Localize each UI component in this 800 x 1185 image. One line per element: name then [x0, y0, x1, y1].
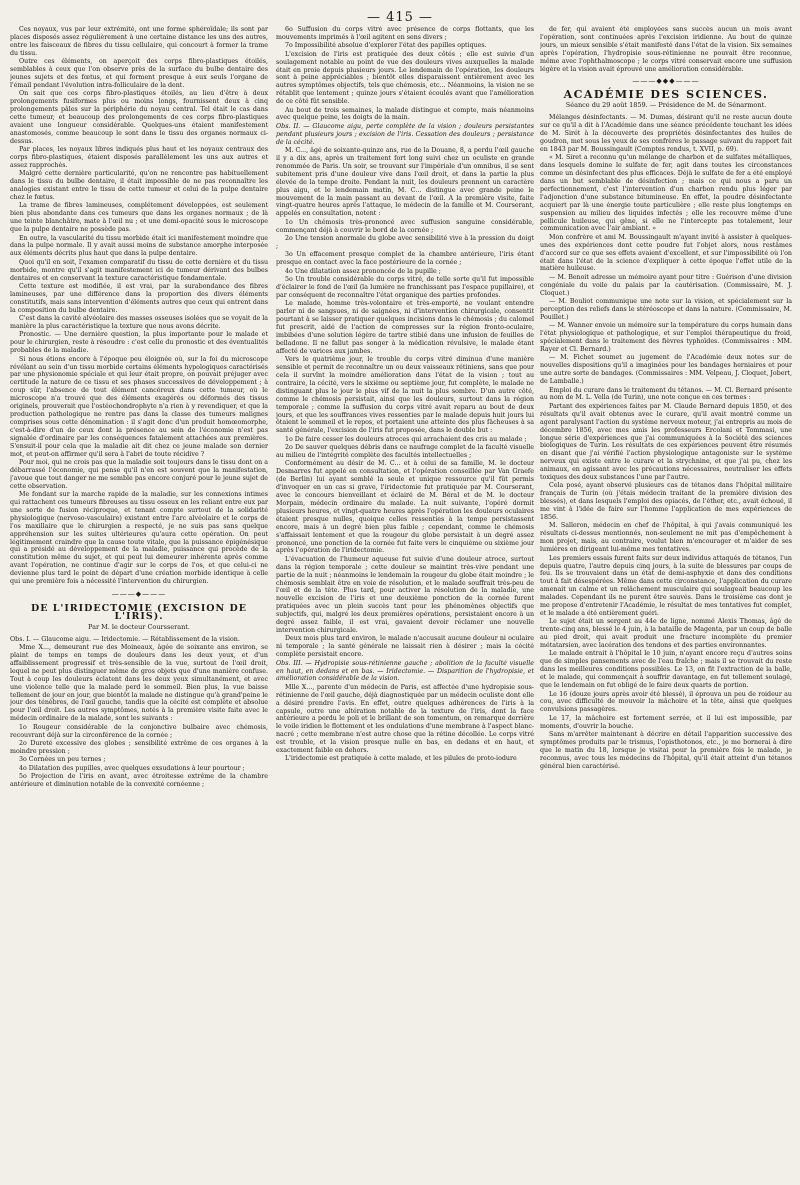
paragraph: 2o De sauver quelques débris dans ce naufrage complet de la faculté visuelle au milieu de l'intégrité complète des facultés intellectuelles ;: [276, 444, 534, 460]
paragraph: 4o Une dilatation assez prononcée de la pupille ;: [285, 267, 441, 275]
paragraph: Malgré cette dernière particularité, qu'on ne rencontre pas habituellement dans le tissu du bulbe dentaire, il était impossible de ne pas reconnaître les analogies existant entre le tissu de cette tumeur et celui de la pulpe dentaire chez le fœtus.: [10, 170, 268, 202]
paragraph: Emploi du curare dans le traitement du tétanos. — M. Cl. Bernard présente au nom de M. L. Vella (de Turin), une note conçue en ces termes :: [540, 386, 792, 402]
paragraph: M. C..., âgé de soixante-quinze ans, rue de la Douane, 8, a perdu l'œil gauche il y a dix ans, après un traitement fort long suivi chez un oculiste en grande renommée de Paris. Un soir, se trouvant sur l'impériale d'un omnibus, il se sent subitement pris d'une douleur vive dans l'œil droit, et dans la partie la plus élevée de la tempe droite. Pendant la nuit, les douleurs prennent un caractère plus aigu, et le lendemain matin, M. C... distingue avec grande peine le mouvement de la main passant au devant de l'œil. A la première visite, faite vingt-quatre heures après l'attaque, le médecin de la famille et M. Courserant, appelés en consultation, notent :: [276, 147, 534, 218]
section-divider: ———◆———: [111, 589, 167, 598]
paragraph: Pour moi, qui ne crois pas que la maladie soit toujours dans le tissu dont on a débarrassé l'économie, qui pense qu'il n'en est souvent que la manifestation, j'avoue que tout danger ne me semble pas encore conjuré pour le jeune sujet de cette observation.: [10, 458, 268, 490]
paragraph: 1o Rougeur considérable de la conjonctive bulbaire avec chémosis, recouvrant déjà sur la circonférence de la cornée ;: [10, 723, 268, 739]
paragraph: En outre, la vascularité du tissu morbide était ici manifestement moindre que dans la pulpe normale. Il y avait aussi moins de substance amorphe interposée aux éléments décrits plus haut que dans la pulpe dentaire.: [10, 234, 268, 258]
paragraph: Les premiers essais furent faits sur deux individus attaqués de tétanos, l'un depuis quatre, l'autre depuis cinq jours, à la suite de blessures par coups de feu. Ils se trouvaient dans un état de demi-asphyxie et dans des conditions tout à fait désespérées. Même dans cette circonstance, l'application du curare amenait un calme et un relâchement musculaire qui soulageait beaucoup les malades. Cependant ils ne purent être sauvés. Dans le troisième cas dont je me propose d'entretenir l'Académie, le résultat de mes tentatives fut complet, et le malade a été entièrement guéri.: [540, 554, 792, 617]
paragraph: 3o Un effacement presque complet de la chambre antérieure, l'iris étant presque en contact avec la face postérieure de la cornée ;: [276, 251, 534, 267]
column-left-body: [10, 26, 268, 586]
paragraph: Vers le quatrième jour, le trouble du corps vitré diminua d'une manière sensible et permit de reconnaître un ou deux vaisseaux rétiniens, sans que pour cela il survînt la moindre amélioration dans l'état de la vision ; tout au contraire, la cécité, vers le sixième ou septième jour, fut complète, le malade ne distinguant plus le jour le plus vif de la nuit la plus sombre. D'un autre côté, comme le chémosis persistait, ainsi que les douleurs, surtout dans la région temporale ; comme la suffusion du corps vitré avait reparu au bout de deux jours, et que les souffrances vives ressenties par le malade depuis huit jours lui ôtaient le sommeil et le repos, et portaient une atteinte des plus fâcheuses à sa santé générale, l'excision de l'iris fut proposée, dans le double but :: [276, 356, 534, 435]
paragraph: Partant des expériences faites par M. Claude Bernard depuis 1850, et des résultats qu'il avait obtenus avec le curare, qu'il avait montré comme un agent paralysant l'action du système nerveux moteur, j'ai entrepris au mois de décembre 1856, avec mes amis les professeurs Ercolani et Tommasi, une longue série d'expériences que j'ai communiquées à la Société des sciences biologiques de Turin. Les résultats de ces expériences peuvent être résumés en disant que j'ai vérifié l'action physiologique antagoniste sur le système nerveux qui existe entre le curare et la strychnine, et que j'ai pu, chez les animaux, en agissant avec les précautions nécessaires, neutraliser les effets toxiques des deux substances l'une par l'autre.: [540, 402, 792, 482]
paragraph: 6o Suffusion du corps vitré avec présence de corps flottants, que les mouvements imprimés à l'œil agitent en sens divers ;: [276, 26, 534, 41]
iridectomie-author: Par M. le docteur Coursserant.: [88, 622, 190, 631]
column-right: [540, 26, 792, 1176]
paragraph: 1o De faire cesser les douleurs atroces qui arrachaient des cris au malade ;: [285, 435, 527, 443]
paragraph: 4o Dilatation des pupilles, avec quelques exsudations à leur pourtour ;: [19, 764, 245, 772]
paragraph: L'évacuation de l'humeur aqueuse fut suivie d'une douleur atroce, surtout dans la région temporale ; cette douleur se maintint très-vive pendant une partie de la nuit ; néanmoins le lendemain la rougeur du globe était moindre ; le chémosis semblait être en voie de résolution, et le malade souffrait très-peu de l'œil et de la tête. Plus tard, pour activer la résolution de la maladie, une nouvelle excision de l'iris et une deuxième ponction de la cornée furent pratiquées avec un plein succès tant pour les phénomènes objectifs que subjectifs, qui, malgré les deux premières opérations, persistaient encore à un degré assez faible, il est vrai, gavaient devoir réclamer une nouvelle intervention chirurgicale.: [276, 555, 534, 634]
paragraph: Outre ces éléments, on aperçoit des corps fibro-plastiques étoilés, semblables à ceux que l'on observe près de la surface du bulbe dentaire des jeunes sujets et des fœtus, et qui forment presque à eux seuls l'organe de l'émail pendant l'évolution intra-folliculaire de la dent.: [10, 58, 268, 89]
paragraph: Le sujet était un sergent au 44e de ligne, nommé Alexis Thomas, âgé de trente-cinq ans, blessé le 4 juin, à la bataille de Magenta, par un coup de balle au pied droit, qui avait produit une fracture incomplète du premier métatarsien, avec lacération des tendons et des parties environnantes.: [540, 618, 792, 650]
paragraph: 5o Un trouble considérable du corps vitré, de telle sorte qu'il fut impossible d'éclairer le fond de l'œil (la lumière ne franchissant pas l'espace pupillaire), et par conséquent de reconnaître l'état organique des parties profondes.: [276, 276, 534, 299]
paragraph: Mélanges désinfectants. — M. Dumas, désirant qu'il ne reste aucun doute sur ce qu'il a dit à l'Académie dans une séance précédente touchant les idées de M. Sirét à la découverte des propriétés désinfectantes des huiles de goudron, met sous les yeux de ses confrères le passage suivant du rapport fait en 1843 par M. Boussingault (Comptes rendus, t. XVII, p. 69).: [540, 114, 792, 153]
obs3-title: Obs. III. — Hydropisie sous-rétinienne gauche ; abolition de la faculté visuelle en haut, en dedans et en bas. — Iridectomie. — Disparition de l'hydropisie, et amélioration considérable de la vision.: [276, 659, 534, 683]
paragraph: On sait que ces corps fibro-plastiques étoilés, au lieu d'être à deux prolongements fusiformes plus ou moins longs, fournissent deux à cinq prolongements pâles sur la périphérie du noyau central. Tel était le cas dans cette tumeur, et beaucoup des prolongements de ces corps fibro-plastiques avaient une longueur considérable. Quelques-uns étaient manifestement anastomosés, comme beaucoup le sont dans le tissu des organes normaux ci-dessus.: [10, 90, 268, 145]
obs3-continuation: [540, 26, 792, 73]
paragraph: Cela posé, ayant observé plusieurs cas de tétanos dans l'hôpital militaire français de Turin (où j'étais médecin traitant de la première division des blessés), et dans lesquels l'emploi des opiacés, de l'éther, etc., avait échoué, il me vint à l'idée de faire sur l'homme l'application de mes expériences de 1856.: [540, 482, 792, 522]
paragraph: Au bout de trois semaines, la malade distingue et compte, mais néanmoins avec quelque peine, les doigts de la main.: [276, 106, 534, 122]
paragraph: Quoi qu'il en soit, l'examen comparatif du tissu de cette dernière et du tissu morbide, montre qu'il s'agit manifestement ici de tumeur dérivant des bulbes dentaires et en conservant la texture caractéristique fondamentale.: [10, 258, 268, 282]
paragraph: La trame de fibres lamineuses, complétement développées, est seulement bien plus abondante dans ces tumeurs que dans les organes normaux ; de là une teinte blanchâtre, mate à l'œil nu ; et une demi-opacité sous le microscope que la pulpe dentaire ne possède pas.: [10, 202, 268, 234]
academy-body: [540, 114, 792, 770]
paragraph: — M. Wanner envoie un mémoire sur la température du corps humain dans l'état physiologique et pathologique, et sur l'emploi thérapeutique du froid, spécialement dans le traitement des fièvres typhoïdes. (Commissaires : MM. Rayer et Cl. Bernard.): [540, 322, 792, 354]
paragraph: Mme X..., demeurant rue des Moineaux, âgée de soixante ans environ, se plaint de temps en temps de douleurs dans les deux yeux, et d'un affaiblissement progressif et très-sensible de la vue, surtout de l'œil droit, lequel ne peut plus distinguer même de gros objets que d'une manière confuse. Tout à coup les douleurs éclatent dans les deux yeux simultanément, et avec une violence telle que la malade perd le sommeil. Bien plus, la vue baisse tellement de jour en jour, que bientôt la malade ne distingue qu'à grand'peine le jour des ténèbres, de l'œil gauche, tandis que la cécité est complète et absolue pour l'œil droit. Les autres symptômes, notés à la première visite faite avec le médecin ordinaire de la malade, sont les suivants :: [10, 644, 268, 723]
obs2-body: [276, 147, 534, 659]
paragraph: L'iridectomie est pratiquée à cette malade, et les pilules de proto-iodure: [285, 755, 517, 763]
paragraph: Sans m'arrêter maintenant à décrire en détail l'apparition successive des symptômes produits par le trismus, l'opisthotonos, etc., je me bornerai à dire que le matin du 18, lorsque je visitai pour la première fois le malade, je reconnus, avec tous les médecins de l'hôpital, qu'il était atteint d'un tétanos général bien caractérisé.: [540, 731, 792, 770]
paragraph: — M. Fichet soumet au jugement de l'Académie deux notes sur de nouvelles dispositions qu'il a imaginées pour les bandages herniaires et pour une autre sorte de bandages. (Commissaires : MM. Velpeau, J. Cloquet, Jobert, de Lamballe.): [540, 354, 792, 386]
paragraph: Le 17, la mâchoire est fortement serrée, et il lui est impossible, par moments, d'ouvrir la bouche.: [540, 714, 792, 730]
paragraph: Cette texture est modifiée, il est vrai, par la surabondance des fibres lamineuses, par une différence dans la proportion des divers éléments constitutifs, mais sans intervention d'éléments autres que ceux qui entrent dans la composition du bulbe dentaire.: [10, 283, 268, 314]
obs3-body: [276, 684, 534, 764]
obs1-body: [10, 644, 268, 789]
paragraph: — M. Bouliot communique une note sur la vision, et spécialement sur la perception des reliefs dans le stéréoscope et dans la nature. (Commissaire, M. Pouillet.): [540, 298, 792, 321]
paragraph: « M. Siret a reconnu qu'un mélange de charbon et de sulfates métalliques, dans lesquels domine le sulfate de fer, agit dans toutes les circonstances comme un désinfectant des plus efficaces. Déjà le sulfate de fer a été employé dans un but semblable de désinfection ; mais ce qui nous a paru un perfectionnement, c'est l'intervention d'un charbon rendu plus léger par l'adjonction d'une substance bitumineuse. En effet, la poudre désinfectante acquiert par là une énergie toute particulière ; elle reste plus longtemps en suspension au milieu des liquides infectés ; elle les recouvre même d'une pellicule huileuse, qui gêne, si elle ne l'intercepte pas totalement, leur communication avec l'air ambiant. »: [540, 154, 792, 233]
column-left: [10, 26, 268, 1176]
paragraph: Mlle X..., parente d'un médecin de Paris, est affectée d'une hydropisie sous-rétinienne de l'œil gauche, déjà diagnostiquée par un médecin oculiste dont elle a désiré prendre l'avis. En effet, outre quelques adhérences de l'iris à la capsule, outre une altération notable de la texture de l'iris, dont la face antérieure a perdu le poli et le brillant de son tomentum, on remarque derrière le voile iridien le flottement et les ondulations d'une membrane à l'aspect blanc-nacré ; cette membrane n'est autre chose que la rétine décollée. Le corps vitré est trouble, et la vision presque nulle en bas, en dedans et en haut, et exactement faible en dehors.: [276, 683, 534, 755]
paragraph: Deux mois plus tard environ, le malade n'accusait aucune douleur ni oculaire ni temporale ; la santé générale ne laissait rien à désirer ; mais la cécité complète persistait encore.: [276, 635, 534, 659]
page-number: — 415 —: [366, 10, 434, 25]
paragraph: C'est dans la cavité alvéolaire des masses osseuses isolées que se voyait de la manière la plus caractéristique la texture que nous avons décrite.: [10, 315, 268, 331]
paragraph: 3o Cornées un peu ternes ;: [19, 756, 106, 764]
paragraph: 5o Projection de l'iris en avant, avec étroitesse extrême de la chambre antérieure et diminution notable de la convexité cornéenne ;: [10, 773, 268, 788]
obs1-title: Obs. I. — Glaucome aigu. — Iridectomie. — Rétablissement de la vision.: [10, 635, 240, 643]
obs2-title: Obs. II. — Glaucome aigu, perte complète de la vision ; douleurs persistantes pendant plusieurs jours ; excision de l'iris. Cessation des douleurs ; persistance de la cécité.: [276, 122, 534, 146]
paragraph: Par places, les noyaux libres indiqués plus haut et les noyaux centraux des corps fibro-plastiques, étaient disposés parallèlement les uns aux autres et assez rapprochés.: [10, 146, 268, 169]
paragraph: Si nous étions encore à l'époque peu éloignée où, sur la foi du microscope révélant au sein d'un tissu morbide certains éléments hypologiques caractérisés par une physionomie spéciale et qui leur était propre, on pouvait préjuger avec certitude la nature de ce tissu et ses phases successives de développement ; à coup sûr, l'absence de tout élément cancéreux dans cette tumeur, où le microscope n'a trouvé que des éléments exagérés ou déformés des tissus originels, prouverait que l'ostéochondrophyte n'a rien à y revendiquer, et que la production pathologique ne rentre pas dans la classe des tumeurs malignes comprises sous cette dénomination : il s'agit donc d'un produit homœomorphe, c'est-à-dire d'un de ceux dont la présence au sein de l'économie n'est pas signalée d'ordinaire par les conséquences fatalement attachées aux premières. S'ensuit-il pour cela que la maladie ait dit chez ce jeune malade son dernier mot, et peut-on affirmer qu'il sera à l'abri de toute récidive ?: [10, 355, 268, 458]
paragraph: 1o Un chémosis très-prononcé avec suffusion sanguine considérable, commençant déjà à couvrir le bord de la cornée ;: [276, 218, 534, 234]
session-heading: Séance du 29 août 1859. — Présidence de M. de Sénarmont.: [565, 101, 767, 110]
paragraph: Le malade entrait à l'hôpital le 10 juin, n'ayant encore reçu d'autres soins que de simples pansements avec de l'eau fraîche ; mais il se trouvait du reste dans les meilleures conditions possibles. Le 13, on fit l'extraction de la balle, et le malade, qui commençait à souffrir davantage, en fut tellement soulagé, que le lendemain on fut obligé de le faire deux quarts de portion.: [540, 650, 792, 690]
paragraph: L'excision de l'iris est pratiquée des deux côtés ; elle est suivie d'un soulagement notable au point de vue des douleurs vives auxquelles la malade était en proie depuis plusieurs jours. Le lendemain de l'opération, les douleurs sont à peine appréciables ; bientôt elles disparaissent entièrement avec les autres symptômes objectifs, tels que chémosis, etc... Néanmoins, la vision ne se rétablit que lentement ; quinze jours s'étaient écoulés avant que l'amélioration de ce côté fût sensible.: [276, 50, 534, 106]
paragraph: 2o Dureté excessive des globes ; sensibilité extrême de ces organes à la moindre pression ;: [10, 739, 268, 755]
column-middle: [276, 26, 534, 1176]
paragraph: Pronostic. — Une dernière question, la plus importante pour le malade et pour le chirurgien, reste à résoudre : c'est celle du pronostic et des éventualités probables de la maladie.: [10, 331, 268, 355]
paragraph: Le malade, homme très-volontaire et très-emporté, ne voulant entendre parler ni de sangsues, ni de saignées, ni d'intervention chirurgicale, consentit pourtant à se laisser pratiquer quelques incisions dans le chémosis ; du calomel fut prescrit, aidé de l'action de compresses sur la région fronto-oculaire, imbibées d'une solution légère de tartre stibié dans une infusion de feuilles de belladone. Il ne fallut pas songer à la médication révulsive, le malade étant affecté de varices aux jambes.: [276, 300, 534, 355]
paragraph: 2o Une tension anormale du globe avec sensibilité vive à la pression du doigt ;: [276, 235, 534, 250]
paragraph: de fer, qui avaient été employées sans succès aucun un mois avant l'opération, sont continuées après l'excision iridienne. Au bout de quinze jours, un mieux sensible s'était manifesté dans l'état de la vision. Six semaines après l'opération, l'hydropisie sous-rétinienne ne pouvait être reconnue, même avec l'ophthalmoscope ; le corps vitré conservait encore une suffusion légère et la vision avait éprouvé une amélioration considérable.: [540, 26, 792, 73]
academy-divider: ———◆◆◆———: [632, 77, 700, 86]
paragraph: Mon confrère et ami M. Boussingault m'ayant invité à assister à quelques-unes des expériences dont cette poudre fut l'objet alors, nous restâmes d'accord sur ce que ses effets avaient d'excellent, et sur l'impossibilité où l'on était dans l'état de la science d'expliquer à cette époque l'effet utile de la matière huileuse.: [540, 233, 792, 273]
obs1-continuation: [276, 26, 534, 122]
paragraph: Ces noyaux, vus par leur extrémité, ont une forme sphéroïdale; ils sont par places disposés assez régulièrement à une certaine distance les uns des autres, entre les faisceaux de fibres du tissu cellulaire, qui concourt à former la trame du tissu.: [10, 26, 268, 57]
paragraph: M. Salleron, médecin en chef de l'hôpital, à qui j'avais communiqué les résultats ci-dessus mentionnés, non-seulement ne mit pas d'empêchement à mon projet, mais, au contraire, voulut bien m'encourager et m'aider de ses lumières en dirigeant lui-même mes tentatives.: [540, 522, 792, 554]
paragraph: Le 16 (douze jours après avoir été blessé), il éprouva un peu de roideur au cou, avec difficulté de mouvoir la mâchoire et la tête, ainsi que quelques convulsions passagères.: [540, 690, 792, 714]
paragraph: 7o Impossibilité absolue d'explorer l'état des papilles optiques.: [285, 42, 487, 50]
paragraph: — M. Benoit adresse un mémoire ayant pour titre : Guérison d'une division congéniale du voile du palais par la cautérisation. (Commissaire, M. J. Cloquet.): [540, 273, 792, 297]
paragraph: Me fondant sur la marche rapide de la maladie, sur les connexions intimes qui rattachent ces tumeurs fibreuses au tissu osseux en les reliant entre eux par une sorte de fusion réciproque, et tenant compte surtout de la solidarité physiologique (nervoso-vasculaire) existant entre l'arc alvéolaire et le corps de l'os maxillaire que le chirurgien a respecté, je ne suis pas sans quelque appréhension sur les suites ultérieures qu'aura cette opération. On peut légitimement craindre que la cause toute vitale, que la puissance épigénésique qui a présidé au développement de la maladie, puissance qui procède de la constitution même du sujet, et qui peut lui demeurer inhérente après comme avant l'opération, ne continue d'agir sur le corps de l'os, et que celui-ci ne devienne plus tard le point de départ d'une création morbide identique à celle qui une première fois a nécessité l'intervention du chirurgien.: [10, 491, 268, 586]
academy-title: ACADÉMIE DES SCIENCES.: [563, 88, 769, 102]
iridectomie-section-title: DE L'IRIDECTOMIE (EXCISION DE L'IRIS).: [30, 602, 248, 622]
paragraph: Conformément au désir de M. C... et à celui de sa famille, M. le docteur Desmarres fut appelé en consultation, et l'opération conseillée par Van Graefe (de Berlin) lui ayant semblé la seule et unique ressource qu'il fût permis d'invoquer en un cas si grave, l'iridectomie fut pratiquée par M. Courserant, avec le concours bienveillant et éclairé de M. Béral et de M. le docteur Morpain, médecin ordinaire du malade. La nuit suivante, l'opéré dormit plusieurs heures, et vingt-quatre heures après l'opération les douleurs oculaires étaient presque nulles, quoique celles ressenties à la tempe persistassent encore, mais à un degré bien plus faible ; cependant, comme le chémosis s'affaissait lentement et que la rougeur du globe persistait à un degré assez prononcé, une ponction de la cornée fut faite vers le cinquième ou sixième jour après l'opération de l'iridectomie.: [276, 460, 534, 555]
